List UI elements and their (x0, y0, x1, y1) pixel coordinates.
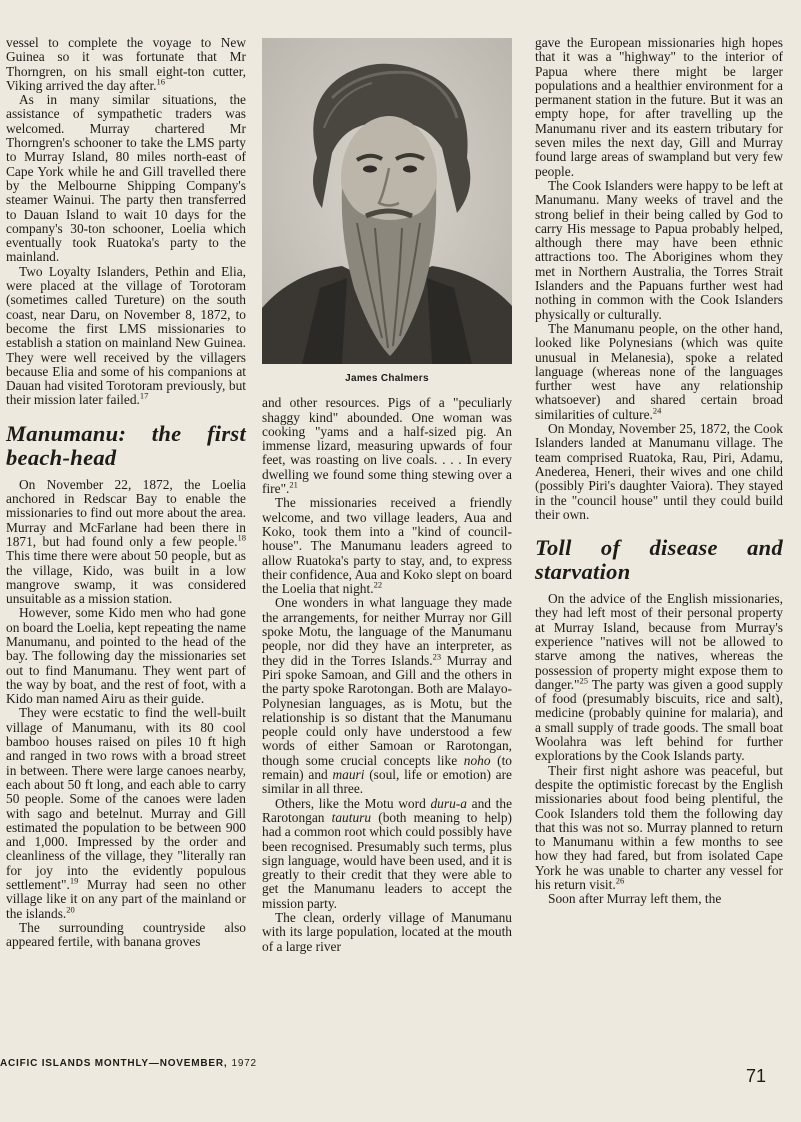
paragraph-text: Their first night ashore was peaceful, but despite the optimistic forecast by the English missionaries about food being plentiful, the Cook Islanders told them the following day that this was not so. Murray planned to return to Manumanu within a few months to see how they had fared, but from isolated Cape York he was unable to charter any vessel for his return visit. (535, 762, 783, 893)
footnote-ref: 23 (432, 651, 442, 662)
italic-term: tauturu (331, 809, 372, 825)
issue-year: 1972 (231, 1058, 257, 1069)
section-heading: Toll of disease and starvation (535, 535, 783, 585)
paragraph (262, 496, 512, 596)
footnote-ref: 26 (615, 875, 625, 886)
paragraph (262, 911, 512, 954)
paragraph (262, 396, 512, 496)
paragraph (535, 764, 783, 893)
paragraph (6, 265, 246, 408)
italic-term: noho (463, 752, 491, 768)
paragraph (6, 606, 246, 706)
article-column-1 (6, 36, 246, 950)
paragraph-text: The clean, orderly village of Manumanu with its large population, located at the mouth of a large river (262, 909, 512, 954)
paragraph-text: The party was given a good supply of food (presumably biscuits, rice and salt), medicine (probably quinine for malaria), and a small supply of trade goods. The small boat Woolahra was left behind for further explorations by the Cook Islands party. (535, 676, 783, 764)
paragraph (6, 706, 246, 920)
paragraph-text: and the Rarotongan (262, 795, 513, 825)
paragraph (535, 892, 783, 906)
article-column-2 (262, 38, 512, 954)
footnote-ref: 20 (66, 904, 75, 915)
paragraph (6, 93, 246, 265)
footnote-ref: 22 (373, 579, 383, 590)
paragraph-text: The Cook Islanders were happy to be left at Manumanu. Many weeks of travel and the strong belief in their being called by God to carry His message to Papua probably helped, although there may have been ethnic attractions too. The Aborigines whom they met in Northern Australia, the Torres Strait Islanders and the Papuans further west had nothing in common with the Cook Islanders physically or culturally. (535, 177, 783, 322)
paragraph (535, 592, 783, 764)
paragraph-text: On November 22, 1872, the Loelia anchored in Redscar Bay to enable the missionaries to find out more about the area. Murray and McFarlane had been there in 1871, but had found only a few people. (6, 476, 246, 549)
paragraph-text: Murray had seen no other village like it on any part of the mainland or the islands. (6, 877, 246, 921)
paragraph-text: On Monday, November 25, 1872, the Cook Islanders landed at Manumanu village. The team comprised Ruatoka, Rau, Piri, Adamu, Anederea, Heneri, their wives and one child (possibly Piri's daughter Vaiora). They stayed in the "council house" until they could build their own. (535, 421, 783, 522)
paragraph-text: However, some Kido men who had gone on board the Loelia, kept repeating the name Manumanu, and pointed to the head of the bay. The following day the missionaries set out to find Manumanu. They went part of the way by boat, and the rest of foot, with a Kido man named Airu as their guide. (6, 605, 246, 707)
section-heading: Manumanu: the first beach-head (6, 420, 246, 470)
paragraph-text: The Manumanu people, on the other hand, looked like Polynesians (which was quite unusual in Melanesia), spoke a related language (whereas none of the languages further west have any relationship whatsoever) and shared certain broad similarities of culture. (535, 320, 783, 422)
paragraph (262, 596, 512, 796)
paragraph-text: The surrounding countryside also appeared fertile, with banana groves (6, 919, 246, 950)
paragraph-text: On the advice of the English missionaries, they had left most of their personal property at Murray Island, because from Murray's experience "natives will not be allowed to starve among the natives, whereas the possession of property might expose them to danger." (535, 591, 783, 692)
paragraph (6, 478, 246, 607)
paragraph-text: (soul, life or emotion) are similar in all three. (262, 767, 513, 797)
article-column-3 (535, 36, 783, 907)
footnote-ref: 21 (289, 479, 298, 490)
portrait-photo (262, 38, 512, 364)
italic-term: duru-a (430, 795, 467, 811)
paragraph (535, 179, 783, 322)
footnote-ref: 19 (69, 875, 79, 886)
photo-caption: James Chalmers (345, 373, 429, 384)
paragraph-text: One wonders in what language they made the arrangements, for neither Murray nor Gill spoke Motu, the language of the Manumanu people, nor did they have an interpreter, as they did in the Torres Islands. (262, 595, 512, 668)
paragraph-text: (to remain) and (262, 752, 512, 783)
paragraph (6, 921, 246, 950)
paragraph-text: and other resources. Pigs of a "peculiarly shaggy kind" abounded. One woman was cooking "yams and a half-sized pig. An immense lizard, measuring upwards of four feet, was roasting on live coals. . . . In every dwelling we found some thing stewing over a fire". (262, 395, 512, 497)
paragraph (535, 422, 783, 522)
paragraph-text: Two Loyalty Islanders, Pethin and Elia, were placed at the village of Torotoram (sometimes called Tureture) on the south coast, near Daru, on November 8, 1872, to become the first LMS missionaries to establish a station on mainland New Guinea. They were well received by the villagers because Elia and some of his companions at Dauan had visited Torotoram previously, but their mission later failed. (6, 263, 246, 408)
paragraph-text: The missionaries received a friendly welcome, and two village leaders, Aua and Koko, took them into a "kind of council-house". The Manumanu leaders agreed to allow Ruatoka's party to stay, and, to express their confidence, Aua and Koko slept on board the Loelia that night. (262, 495, 512, 597)
footnote-ref: 17 (139, 390, 149, 401)
paragraph-text: vessel to complete the voyage to New Guinea so it was fortunate that Mr Thorngren, on his small eight-ton cutter, Viking arrived the day after. (6, 35, 246, 93)
footnote-ref: 18 (237, 532, 246, 543)
paragraph-text: Soon after Murray left them, the (548, 891, 722, 907)
portrait-illustration (262, 38, 512, 364)
paragraph-text: As in many similar situations, the assistance of sympathetic traders was welcomed. Murray chartered Mr Thorngren's schooner to take the LMS party to Murray Island, 80 miles north-east of Cape York while he and Gill travelled there by the Melbourne Shipping Company's steamer Wainui. The party then transferred to Dauan Island to wait 10 days for the company's 30-ton schooner, Loelia which eventually took Ruatoka's party to the mainland. (6, 92, 246, 265)
paragraph-text: (both meaning to help) had a common root which could possibly have been recognised. Presumably such terms, plus sign language, would have been used, and it is greatly to their credit that they were able to get the Manumanu leaders to accept the mission party. (262, 809, 512, 911)
paragraph-text: Murray and Piri spoke Samoan, and Gill and the others in the party spoke Rarotongan. Both are Malayo-Polynesian languages, as is Motu, but the relationship is so distant that the Manumanu people could only have understood a few words of either Samoan or Rarotongan, though some crucial concepts like (262, 652, 512, 768)
magazine-name: ACIFIC ISLANDS MONTHLY—NOVEMBER, (0, 1058, 228, 1069)
footnote-ref: 24 (652, 405, 662, 416)
italic-term: mauri (332, 767, 365, 783)
paragraph (262, 797, 512, 911)
running-footer (0, 1058, 257, 1069)
paragraph (535, 322, 783, 422)
paragraph-text: They were ecstatic to find the well-built village of Manumanu, with its 80 cool bamboo houses raised on piles 10 ft high and ranged in two rows with a broad street in between. There were large canoes nearby, each about 50 ft long, and each able to carry 50 people. Some of the canoes were laden with sago and betelnut. Murray and Gill estimated the population to be between 900 and 1,000. Impressed by the order and cleanliness of the village, they "literally ran for joy into the evidently populous settlement". (6, 705, 246, 893)
paragraph-text: This time there were about 50 people, but as the village, Kido, was built in a low mangrove swamp, it was considered unsuitable as a mission station. (6, 548, 246, 607)
paragraph (535, 36, 783, 179)
page-number: 71 (746, 1066, 767, 1086)
footnote-ref: 16 (156, 76, 166, 87)
paragraph (6, 36, 246, 93)
paragraph-text: Others, like the Motu word (275, 795, 431, 811)
paragraph-text: gave the European missionaries high hopes that it was a "highway" to the interior of Papua where there might be larger populations and a healthier environment for a permanent station in the future. But it was an empty hope, for after travelling up the Manumanu river and its eastern tributary for seven miles the next day, Gill and Murray found large areas of swampland but very few people. (535, 35, 783, 179)
footnote-ref: 25 (579, 675, 589, 686)
